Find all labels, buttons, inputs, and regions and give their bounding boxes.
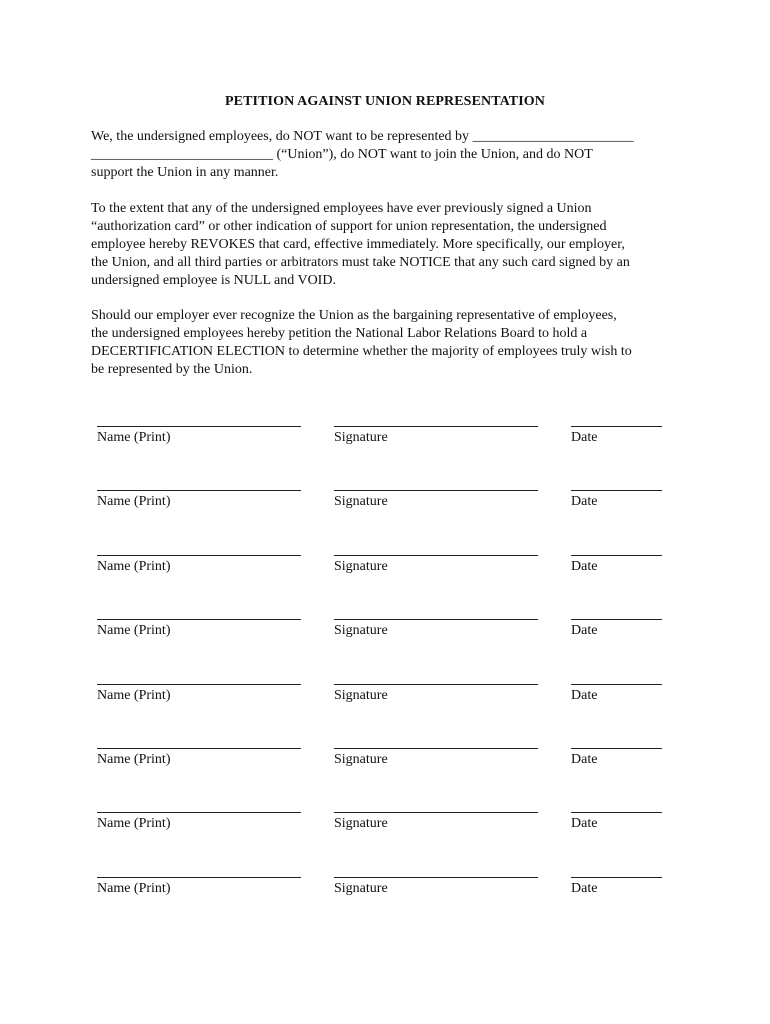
signature-row — [0, 812, 770, 876]
name-print-label: Name (Print) — [97, 687, 171, 703]
paragraph-line: be represented by the Union. — [91, 362, 253, 377]
date-label: Date — [571, 623, 598, 639]
name-print-field[interactable] — [97, 555, 301, 575]
signature-field[interactable] — [334, 426, 538, 446]
signature-label: Signature — [334, 687, 388, 703]
signature-row — [0, 426, 770, 490]
paragraph-line: the undersigned employees hereby petition the National Labor Relations Board to hold a — [91, 326, 588, 341]
signature-row — [0, 877, 770, 941]
signature-field[interactable] — [334, 812, 538, 832]
date-label: Date — [571, 816, 598, 832]
date-field[interactable] — [571, 684, 662, 704]
name-print-label: Name (Print) — [97, 880, 171, 896]
date-label: Date — [571, 880, 598, 896]
signature-field[interactable] — [334, 877, 538, 897]
name-print-field[interactable] — [97, 877, 301, 897]
paragraph-line: “authorization card” or other indication of support for union representation, the undersigned — [91, 219, 607, 234]
paragraph-line: the Union, and all third parties or arbitrators must take NOTICE that any such card signed by an — [91, 255, 630, 270]
date-field[interactable] — [571, 812, 662, 832]
signature-label: Signature — [334, 494, 388, 510]
document-title: PETITION AGAINST UNION REPRESENTATION — [225, 94, 545, 109]
name-print-label: Name (Print) — [97, 558, 171, 574]
date-field[interactable] — [571, 490, 662, 510]
signature-label: Signature — [334, 558, 388, 574]
paragraph-line: Should our employer ever recognize the Union as the bargaining representative of employees, — [91, 308, 617, 323]
name-print-label: Name (Print) — [97, 816, 171, 832]
paragraph-line: support the Union in any manner. — [91, 165, 279, 180]
paragraph-line: undersigned employee is NULL and VOID. — [91, 273, 336, 288]
signature-label: Signature — [334, 623, 388, 639]
date-field[interactable] — [571, 619, 662, 639]
signature-row — [0, 555, 770, 619]
signature-label: Signature — [334, 880, 388, 896]
signature-row — [0, 684, 770, 748]
signature-field[interactable] — [334, 619, 538, 639]
paragraph-line: __________________________ (“Union”), do NOT want to join the Union, and do NOT — [91, 147, 593, 162]
date-label: Date — [571, 494, 598, 510]
name-print-label: Name (Print) — [97, 623, 171, 639]
name-print-label: Name (Print) — [97, 751, 171, 767]
name-print-field[interactable] — [97, 619, 301, 639]
name-print-field[interactable] — [97, 812, 301, 832]
paragraph-intro — [91, 128, 683, 182]
paragraph-line: DECERTIFICATION ELECTION to determine whether the majority of employees truly wish to — [91, 344, 632, 359]
paragraph-line: employee hereby REVOKES that card, effective immediately. More specifically, our employer, — [91, 237, 625, 252]
signature-field[interactable] — [334, 490, 538, 510]
name-print-field[interactable] — [97, 684, 301, 704]
name-print-field[interactable] — [97, 490, 301, 510]
signature-table — [0, 426, 770, 941]
paragraph-line: We, the undersigned employees, do NOT want to be represented by _______________________ — [91, 129, 634, 144]
date-field[interactable] — [571, 426, 662, 446]
signature-label: Signature — [334, 430, 388, 445]
signature-row — [0, 619, 770, 683]
signature-label: Signature — [334, 751, 388, 767]
name-print-field[interactable] — [97, 748, 301, 768]
paragraph-revocation — [91, 200, 683, 290]
signature-row — [0, 748, 770, 812]
signature-label: Signature — [334, 816, 388, 832]
date-label: Date — [571, 687, 598, 703]
signature-field[interactable] — [334, 684, 538, 704]
date-label: Date — [571, 558, 598, 574]
paragraph-decertification — [91, 307, 683, 379]
date-label: Date — [571, 430, 598, 445]
name-print-label: Name (Print) — [97, 494, 171, 510]
name-print-field[interactable] — [97, 426, 301, 446]
name-print-label: Name (Print) — [97, 430, 171, 445]
date-label: Date — [571, 751, 598, 767]
signature-row — [0, 490, 770, 554]
date-field[interactable] — [571, 748, 662, 768]
date-field[interactable] — [571, 555, 662, 575]
signature-field[interactable] — [334, 555, 538, 575]
signature-field[interactable] — [334, 748, 538, 768]
paragraph-line: To the extent that any of the undersigned employees have ever previously signed a Union — [91, 201, 592, 216]
date-field[interactable] — [571, 877, 662, 897]
